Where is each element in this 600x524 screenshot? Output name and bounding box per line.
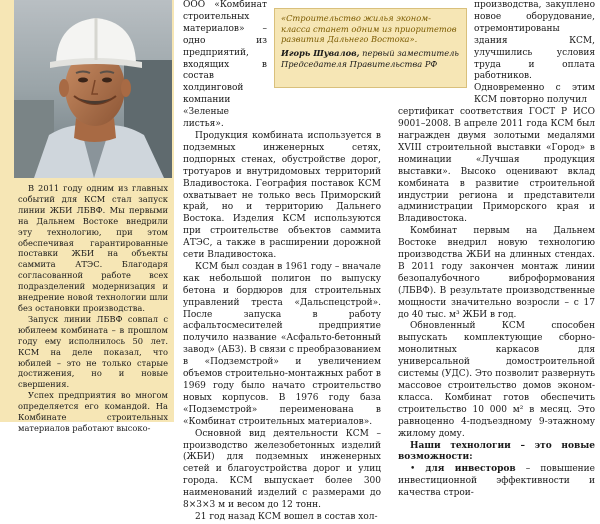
intro-paragraph: ООО «Комбинат строительных материалов» – одно из предприятий, входящих в состав холдинговой компании «Зеленые листья». xyxy=(183,0,267,130)
bullet-rest: – повышение инвестиционной эффективности и качества строи- xyxy=(398,464,596,499)
article-paragraph: производства, закуплено новое оборудование, отремонтированы здания КСМ, улучшились условия труда и оплата работников. Одновременно с этим КСМ повторно получил xyxy=(474,0,595,106)
article-paragraph: сертификат соответствия ГОСТ Р ИСО 9001–2008. В апреле 2011 года КСМ был награжден двумя золотыми медалями XVIII строительной выставки «Город» в номинации «Лучшая продукция выставки». Высоко оценивают вклад комбината в развитие строительной индустрии региона и представители администрации Приморского края и Владивостока. xyxy=(398,107,595,225)
quote-text: «Строительство жилья эконом-класса станет одним из приоритетов развития Дальнего Востока». xyxy=(281,13,457,45)
article-paragraph: КСМ был создан в 1961 году – вначале как небольшой полигон по выпуску бетона и бордюров для строительных управлений треста «Дальспецстрой». После запуска в работу асфальтосмесителей предприятие получило название «Асфальто-бетонный завод» (АБЗ). В связи с преобразованием в «Подземстрой» и увеличением объемов строительно-монтажных работ в 1969 году было начато строительство новых корпусов. В 1976 году база «Подземстрой» переименована в «Комбинат строительных материалов». xyxy=(183,261,381,427)
left-paragraph: Запуск линии ЛБВФ совпал с юбилеем комбината – в прошлом году ему исполнилось 50 лет. КСМ на деле показал, что юбилей – это не только старые достижения, но и новые свершения. xyxy=(18,313,168,390)
article-paragraph: Обновленный КСМ способен выпускать комплектующие сборно-монолитных каркасов для универсальной домостроительной системы (УДС). Это позволит развернуть массовое строительство домов эконом-класса. Комбинат готов обеспечить строительство 10 000 м² в месяц. Это равноценно 4-подъездному 9-этажному жилому дому. xyxy=(398,321,595,439)
article-column-1 xyxy=(183,0,381,524)
left-caption-text xyxy=(18,183,168,434)
article-paragraph: Основной вид деятельности КСМ – производство железобетонных изделий (ЖБИ) для подземных инженерных сетей и благоустройства дорог и улиц города. КСМ выпускает более 300 наименований изделий с размерами до 8×3×3 м и весом до 12 тонн. xyxy=(183,428,381,511)
worker-photo xyxy=(14,0,172,178)
column-2-top-block xyxy=(474,0,595,107)
article-paragraph: Продукция комбината используется в подземных инженерных сетях, подпорных стенах, обустройстве дорог, тротуаров и внутридомовых территорий Владивостока. География поставок КСМ охватывает не только весь Приморский край, но и территорию Дальнего Востока. Изделия КСМ используются при строительстве объектов саммита АТЭС, а также в расширении дорожной сети Владивостока. xyxy=(183,130,381,261)
bullet-item: • для инвесторов – повышение инвестиционной эффективности и качества строи- xyxy=(398,464,596,499)
left-paragraph: В 2011 году одним из главных событий для КСМ стал запуск линии ЖБИ ЛБВФ. Мы первыми на Дальнем Востоке внедрили эту технологию, при этом обеспечивая гарантированные поставки ЖБИ на объекты саммита АТЭС. Благодаря согласованной работе всех подразделений модернизация и внедрение новой технологии шли без остановки производства. xyxy=(18,183,168,313)
worker-portrait-image xyxy=(14,0,172,178)
left-sidebar xyxy=(0,0,174,433)
article-column-2 xyxy=(398,0,595,500)
quote-author-role: первый заместитель Председателя Правительства РФ xyxy=(281,48,459,69)
bullet-lead: для инвесторов xyxy=(425,464,516,475)
left-paragraph: Успех предприятия во многом определяется его командой. На Комбинате строительных материалов работают высоко- xyxy=(18,390,168,433)
intro-block xyxy=(183,0,267,131)
quote-author-name: Игорь Шувалов, xyxy=(281,48,360,59)
article-paragraph: 21 год назад КСМ вошел в состав хол- xyxy=(195,511,378,522)
section-heading: Наши технологии – это новые возможности: xyxy=(398,440,595,463)
article-paragraph: Комбинат первым на Дальнем Востоке внедрил новую технологию производства ЖБИ на длинных стендах. В 2011 году закончен монтаж линии безопалубочного виброформования (ЛБВФ). В результате производственные мощности значительно возросли – с 17 до 40 тыс. м³ ЖБИ в год. xyxy=(398,226,595,320)
